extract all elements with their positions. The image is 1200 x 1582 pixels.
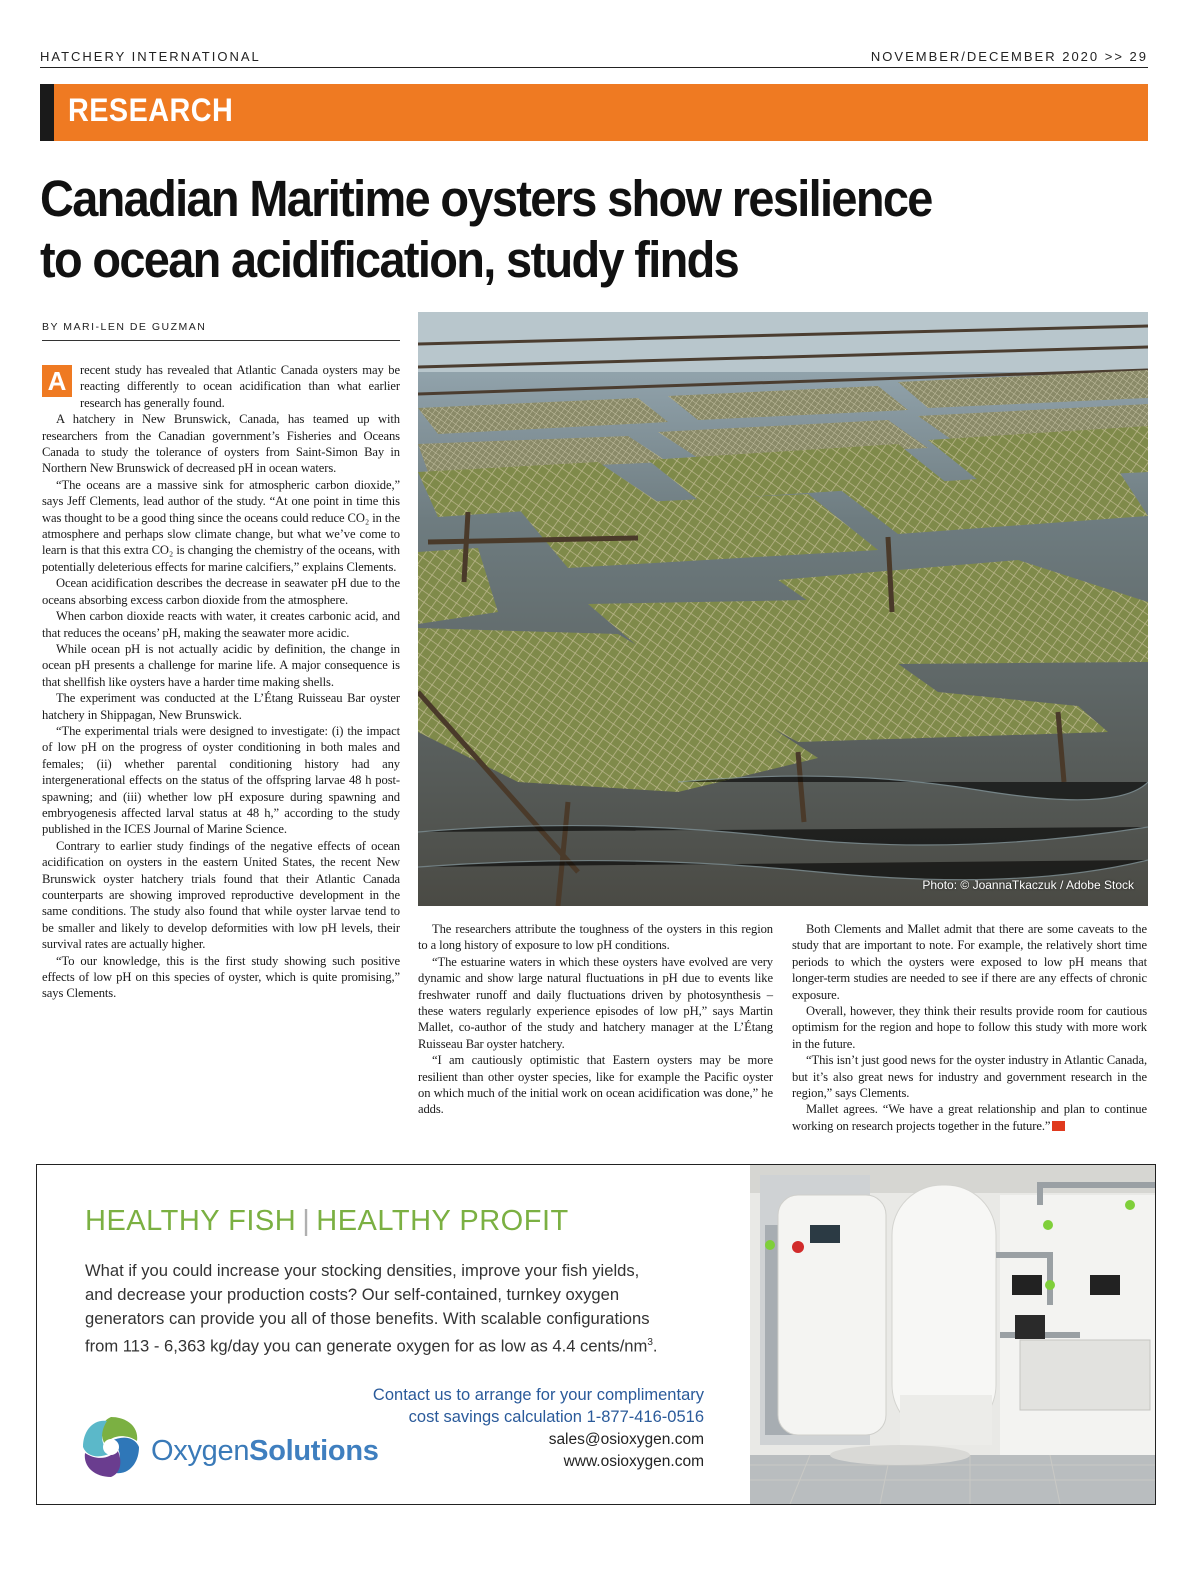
drop-cap: A — [42, 365, 72, 397]
article-paragraph: The experiment was conducted at the L’Étang Ruisseau Bar oyster hatchery in Shippagan, New Brunswick. — [42, 691, 400, 722]
article-paragraph: “I am cautiously optimistic that Eastern oysters may be more resilient than other oyster species, like for example the Pacific oyster on which much of the initial work on ocean acidification was done,” he adds. — [418, 1053, 773, 1117]
end-of-article-icon — [1052, 1121, 1065, 1131]
article-paragraph: Ocean acidification describes the decrease in seawater pH due to the oceans absorbing excess carbon dioxide from the atmosphere. — [42, 576, 400, 607]
oxygen-solutions-logo-icon — [75, 1411, 147, 1483]
article-paragraph: While ocean pH is not actually acidic by definition, the change in ocean pH presents a challenge for marine life. A major consequence is that shellfish like oysters have a harder time making shells. — [42, 641, 400, 689]
issue-page-number: NOVEMBER/DECEMBER 2020 >> 29 — [870, 49, 1148, 64]
article-paragraph: “The oceans are a massive sink for atmospheric carbon dioxide,” says Jeff Clements, lead author of the study. “At one point in time this was thought to be a good thing since the oceans could reduce CO₂ in the atmosphere and perhaps slow climate change, but what we’ve come to learn is that this extra CO₂ is changing the chemistry of the oceans, with potentially deleterious effects for marine calcifiers,” explains Clements. — [42, 477, 400, 574]
article-column-2 — [418, 921, 773, 1118]
oxygen-solutions-wordmark: OxygenSolutions — [151, 1435, 379, 1467]
ad-email-link[interactable]: sales@osioxygen.com — [548, 1431, 704, 1448]
article-paragraph: A hatchery in New Brunswick, Canada, has teamed up with researchers from the Canadian government’s Fisheries and Oceans Canada to study the tolerance of oysters from Saint-Simon Bay in Northern New Brunswick of decreased pH in ocean waters. — [42, 412, 400, 476]
publication-name: HATCHERY INTERNATIONAL — [40, 49, 261, 64]
article-headline — [40, 168, 1052, 290]
article-paragraph: When carbon dioxide reacts with water, it creates carbonic acid, and that reduces the oceans’ pH, making the seawater more acidic. — [42, 609, 400, 640]
article-paragraph: “The estuarine waters in which these oysters have evolved are very dynamic and show large natural fluctuations in pH due to events like freshwater runoff and daily fluctuations driven by photosynthesis – these waters regularly experience episodes of low pH,” says Martin Mallet, co-author of the study and hatchery manager at the L’Étang Ruisseau Bar oyster hatchery. — [418, 954, 773, 1051]
article-paragraph: Mallet agrees. “We have a great relationship and plan to continue working on research projects together in the future.” — [792, 1102, 1147, 1133]
oyster-racks-illustration — [418, 312, 1148, 906]
article-paragraph: “The experimental trials were designed to investigate: (i) the impact of low pH on the progress of oyster conditioning in both males and females; (ii) whether parental conditioning history had any intergenerational effects on the status of the offspring larvae 48 h post-spawning; and (iii) whether low pH exposure during spawning and embryogenesis affected larval status at 48 h,” according to the study published in the ICES Journal of Marine Science. — [42, 723, 400, 837]
ad-call-to-action: Contact us to arrange for your complimentary cost savings calculation 1-877-416-0516 — [372, 1386, 704, 1426]
section-banner — [40, 84, 1148, 141]
section-label: RESEARCH — [68, 92, 234, 128]
article-paragraph: “This isn’t just good news for the oyster industry in Atlantic Canada, but it’s also great news for industry and government research in the region,” says Clements. — [792, 1053, 1147, 1101]
article-paragraph: A recent study has revealed that Atlantic Canada oysters may be reacting differently to ocean acidification than what earlier research has generally found. — [42, 362, 400, 411]
headline-line-1: Canadian Maritime oysters show resilience — [40, 170, 932, 227]
oxygen-generator-illustration — [750, 1165, 1155, 1504]
running-header — [40, 48, 1148, 68]
ad-website-link[interactable]: www.osioxygen.com — [563, 1453, 704, 1470]
headline-line-2: to ocean acidification, study finds — [40, 231, 739, 288]
ad-body-text: What if you could increase your stocking densities, improve your fish yields, and decrease your production costs? Our self-contained, turnkey oxygen generators can provide you all of those benefits. With scalable configurations from 113 - 6,363 kg/day you can generate oxygen for as low as 4.4 cents/$nm^3$. — [85, 1261, 658, 1356]
article-paragraph: The researchers attribute the toughness of the oysters in this region to a long history of exposure to low pH conditions. — [418, 922, 773, 953]
article-paragraph: Contrary to earlier study findings of the negative effects of ocean acidification on oysters in the eastern United States, the recent New Brunswick oyster hatchery trials found that their Atlantic Canada counterparts are showing improved reproductive development in the same conditions. The study also found that while oyster larvae tend to be smaller and likely to develop deformities with low pH levels, their survival rates are actually higher. — [42, 838, 400, 952]
article-paragraph: “To our knowledge, this is the first study showing such positive effects of low pH on this species of oyster, which is quite promising,” says Clements. — [42, 953, 400, 1001]
article-paragraph: Overall, however, they think their results provide room for cautious optimism for the region and hope to follow this study with more work in the future. — [792, 1004, 1147, 1051]
article-paragraph: Both Clements and Mallet admit that there are some caveats to the study that are important to note. For example, the relatively short time periods to which the oysters were exposed to low pH means that longer-term studies are needed to see if there are any effects of chronic exposure. — [792, 922, 1147, 1002]
article-column-1 — [42, 362, 400, 1002]
ad-contact-info — [457, 1429, 704, 1473]
oxygen-solutions-ad — [36, 1164, 1156, 1505]
byline: BY MARI-LEN DE GUZMAN — [42, 321, 400, 341]
article-column-3 — [792, 921, 1147, 1134]
oyster-farm-photo — [418, 312, 1148, 906]
oxygen-generator-photo — [750, 1165, 1155, 1504]
photo-credit: Photo: © JoannaTkaczuk / Adobe Stock — [922, 878, 1134, 892]
ad-headline: HEALTHY FISH | HEALTHY PROFIT — [85, 1205, 569, 1237]
